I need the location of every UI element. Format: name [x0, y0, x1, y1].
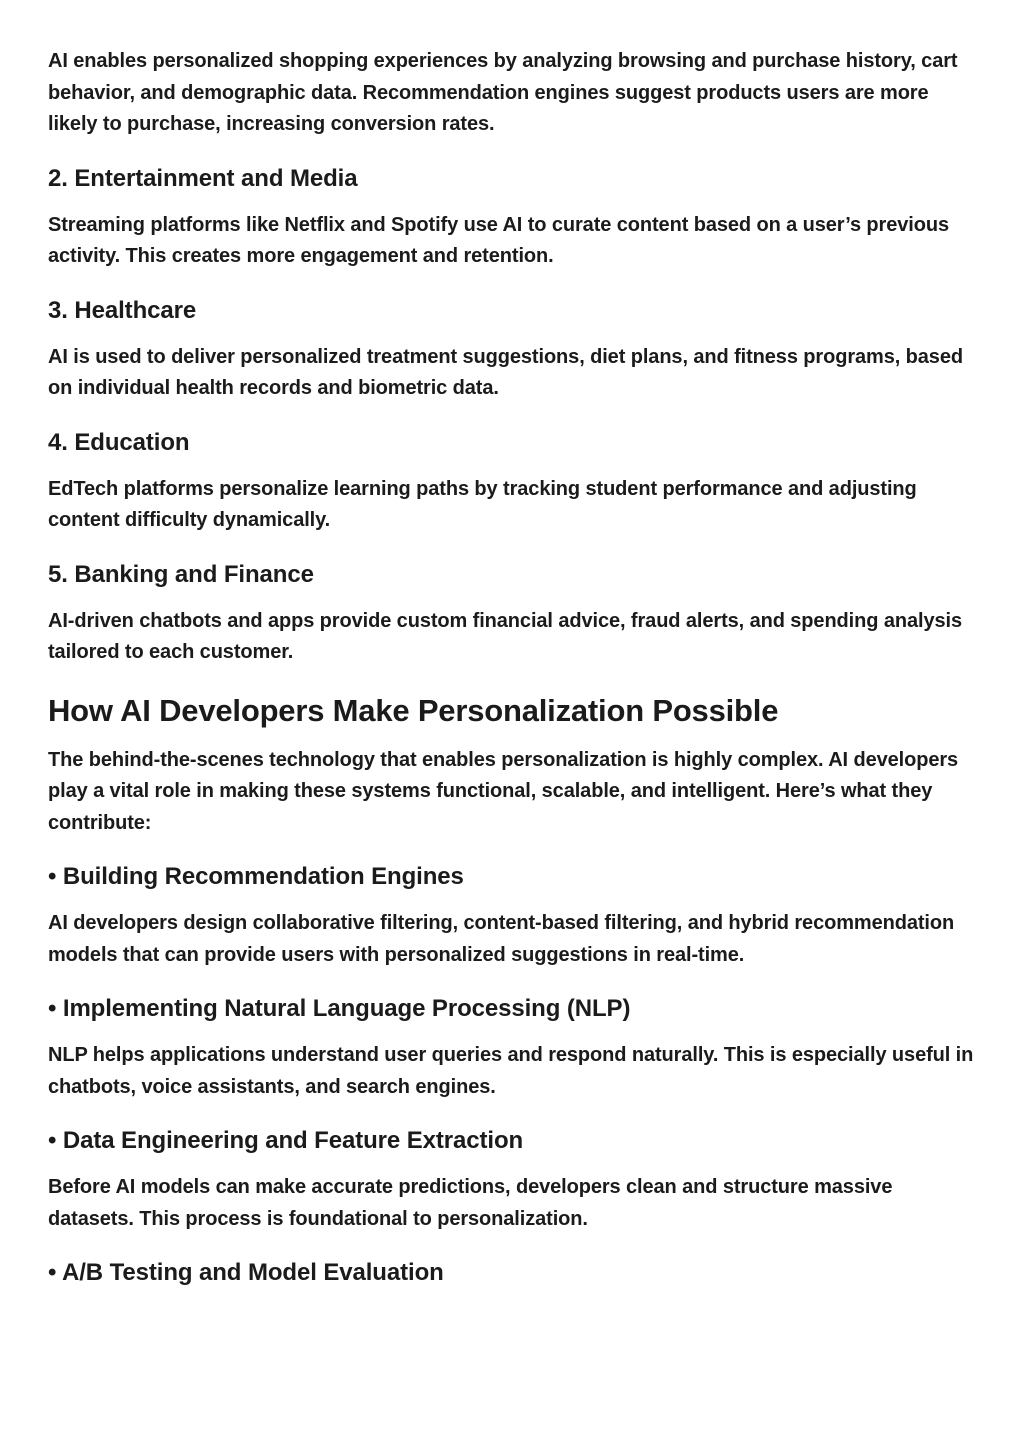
contribution-heading-ab-testing: • A/B Testing and Model Evaluation	[48, 1259, 444, 1286]
intro-paragraph: AI enables personalized shopping experiences by analyzing browsing and purchase history, cart behavior, and demographic data. Recommendation engines suggest products users are more likely to purchase, increasing conversion rates.	[48, 50, 958, 135]
contribution-text-data-engineering: Before AI models can make accurate predictions, developers clean and structure massive datasets. This process is foundational to personalization.	[48, 1176, 893, 1230]
contribution-heading-recommendation: • Building Recommendation Engines	[48, 863, 464, 890]
use-case-heading-education: 4. Education	[48, 428, 190, 456]
section-intro-paragraph: The behind-the-scenes technology that enables personalization is highly complex. AI developers play a vital role in making these systems functional, scalable, and intelligent. Here’s what they contribute:	[48, 748, 959, 834]
use-case-heading-entertainment: 2. Entertainment and Media	[48, 164, 358, 192]
contribution-heading-nlp: • Implementing Natural Language Processing (NLP)	[48, 995, 631, 1022]
use-case-heading-banking: 5. Banking and Finance	[48, 560, 314, 588]
section-heading: How AI Developers Make Personalization Possible	[48, 692, 779, 728]
use-case-heading-healthcare: 3. Healthcare	[48, 296, 197, 324]
use-case-text-banking: AI-driven chatbots and apps provide custom financial advice, fraud alerts, and spending analysis tailored to each customer.	[48, 609, 962, 663]
contribution-heading-data-engineering: • Data Engineering and Feature Extraction	[48, 1127, 524, 1154]
use-case-text-education: EdTech platforms personalize learning paths by tracking student performance and adjusting content difficulty dynamically.	[48, 477, 917, 531]
contribution-text-nlp: NLP helps applications understand user queries and respond naturally. This is especially useful in chatbots, voice assistants, and search engines.	[48, 1044, 974, 1098]
article-body	[48, 46, 978, 1289]
contribution-text-recommendation: AI developers design collaborative filtering, content-based filtering, and hybrid recommendation models that can provide users with personalized suggestions in real-time.	[48, 912, 955, 966]
use-case-text-healthcare: AI is used to deliver personalized treatment suggestions, diet plans, and fitness programs, based on individual health records and biometric data.	[48, 345, 963, 399]
use-case-text-entertainment: Streaming platforms like Netflix and Spotify use AI to curate content based on a user’s previous activity. This creates more engagement and retention.	[48, 213, 949, 267]
